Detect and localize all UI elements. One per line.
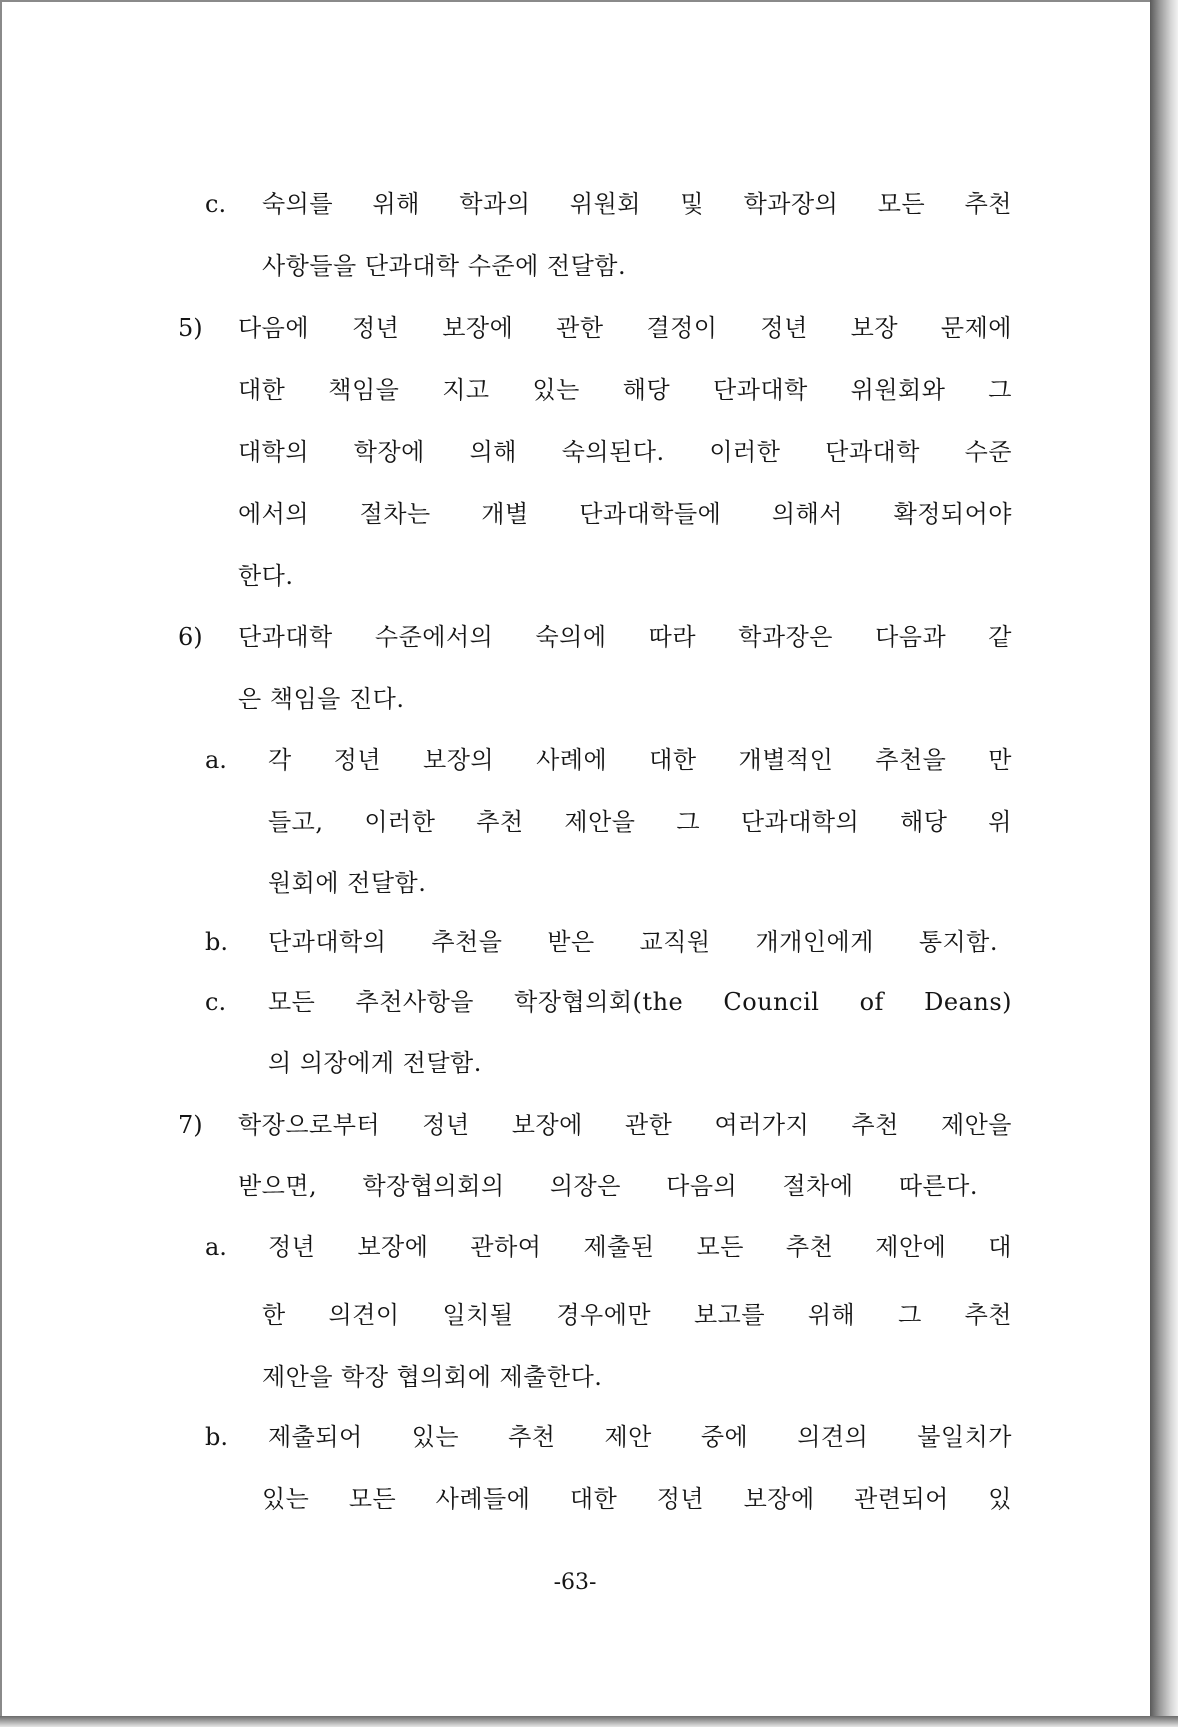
page-edge-shadow-bottom [0, 1716, 1178, 1727]
item-text-line: 숙의를 위해 학과의 위원회 및 학과장의 모든 추천 [262, 190, 1012, 218]
item-text-line: 한 의견이 일치될 경우에만 보고를 위해 그 추천 [262, 1301, 1012, 1329]
section-text-line: 단과대학 수준에서의 숙의에 따라 학과장은 다음과 같 [238, 623, 1012, 651]
section-marker-5: 5) [178, 314, 203, 342]
item-text-line: 원회에 전달함. [268, 869, 427, 897]
section-text-line: 다음에 정년 보장에 관한 결정이 정년 보장 문제에 [238, 314, 1012, 342]
item-text-line: 제안을 학장 협의회에 제출한다. [262, 1363, 603, 1391]
section-text-line: 한다. [238, 562, 294, 590]
item-text-line: 있는 모든 사례들에 대한 정년 보장에 관련되어 있 [262, 1485, 1012, 1513]
item-text-line: 단과대학의 추천을 받은 교직원 개개인에게 통지함. [268, 928, 998, 956]
page-edge-shadow-right [1150, 0, 1178, 1727]
item-marker-b: b. [205, 928, 228, 956]
item-text-line: 각 정년 보장의 사례에 대한 개별적인 추천을 만 [268, 746, 1012, 774]
item-text-line: 제출되어 있는 추천 제안 중에 의견의 불일치가 [268, 1423, 1012, 1451]
item-text-line: 모든 추천사항을 학장협의회(the Council of Deans) [268, 988, 1012, 1016]
item-text-line: 들고, 이러한 추천 제안을 그 단과대학의 해당 위 [268, 808, 1012, 836]
item-marker-a: a. [205, 1233, 227, 1261]
item-text-line: 정년 보장에 관하여 제출된 모든 추천 제안에 대 [268, 1233, 1012, 1261]
section-text-line: 대학의 학장에 의해 숙의된다. 이러한 단과대학 수준 [238, 438, 1012, 466]
section-text-line: 은 책임을 진다. [238, 685, 405, 713]
section-text-line: 학장으로부터 정년 보장에 관한 여러가지 추천 제안을 [238, 1111, 1012, 1139]
item-marker-a: a. [205, 746, 227, 774]
section-text-line: 받으면, 학장협의회의 의장은 다음의 절차에 따른다. [238, 1172, 978, 1200]
page-number: -63- [553, 1570, 597, 1595]
section-text-line: 에서의 절차는 개별 단과대학들에 의해서 확정되어야 [238, 500, 1012, 528]
item-marker-b: b. [205, 1423, 228, 1451]
section-marker-7: 7) [178, 1111, 203, 1139]
section-marker-6: 6) [178, 623, 203, 651]
item-marker-c: c. [205, 190, 227, 218]
item-marker-c: c. [205, 988, 227, 1016]
item-text-line: 사항들을 단과대학 수준에 전달함. [262, 252, 627, 280]
item-text-line: 의 의장에게 전달함. [268, 1049, 482, 1077]
section-text-line: 대한 책임을 지고 있는 해당 단과대학 위원회와 그 [238, 376, 1012, 404]
